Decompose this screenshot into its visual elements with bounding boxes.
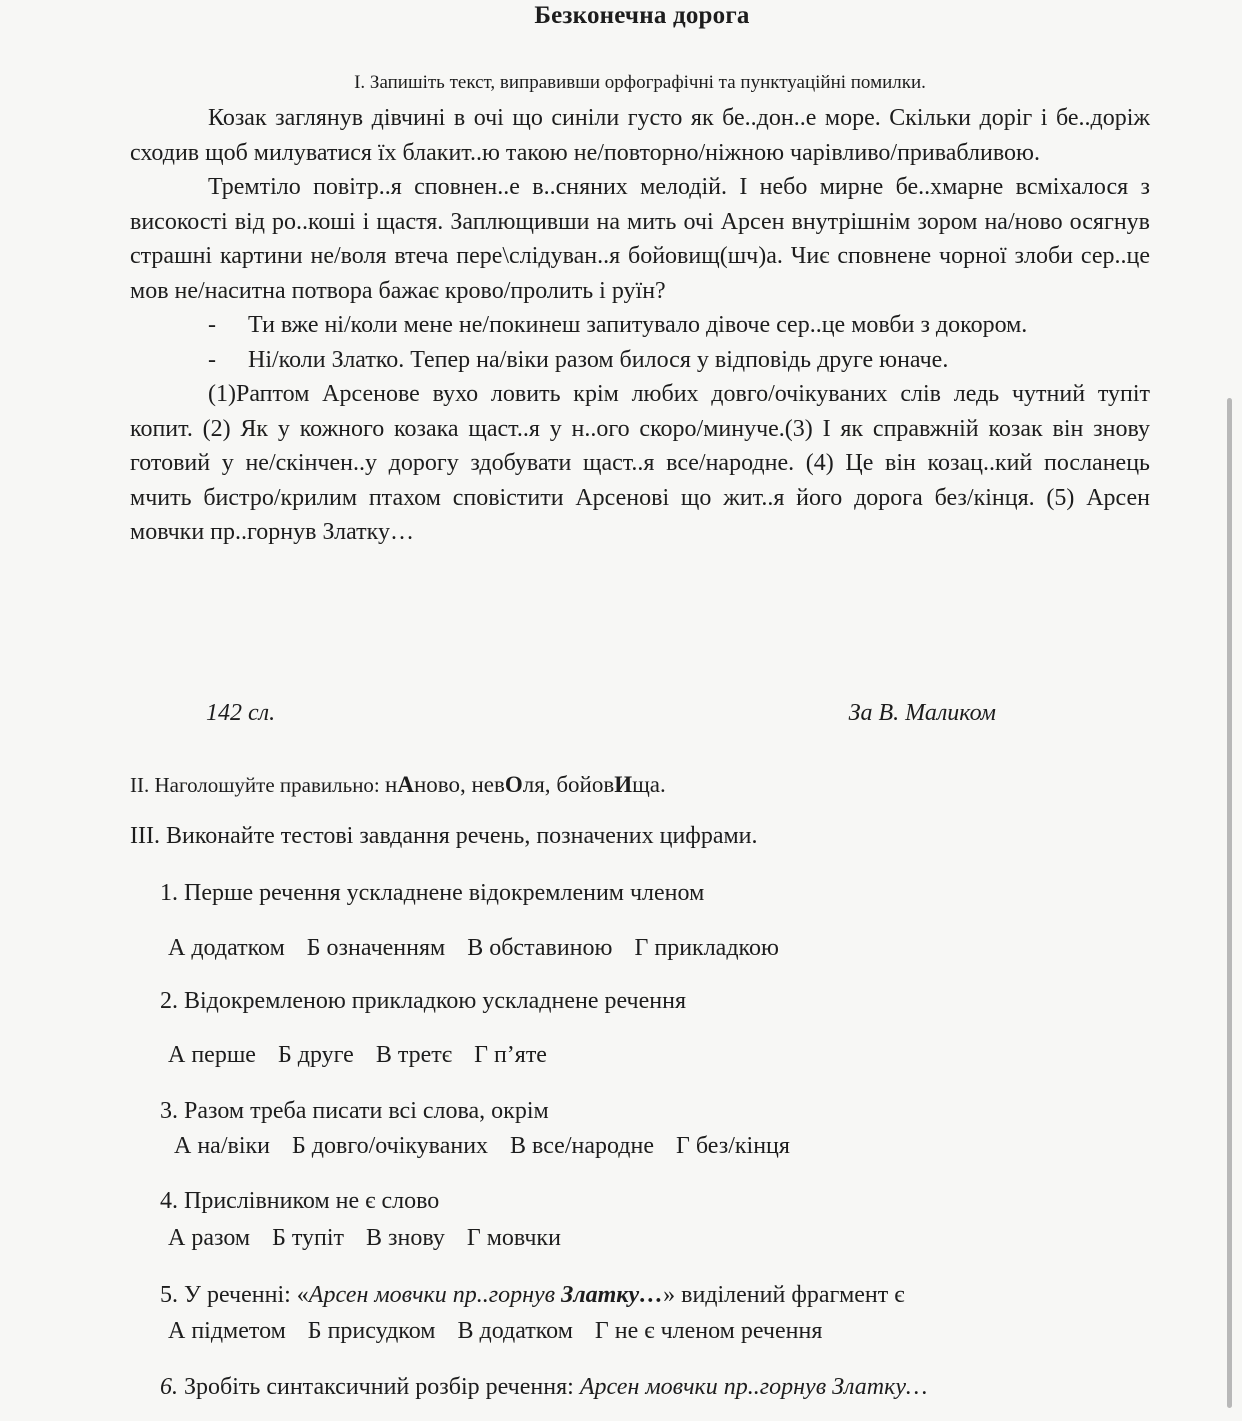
vertical-scrollbar[interactable] — [1227, 398, 1232, 1408]
dialog-line-2 — [208, 343, 1150, 378]
option-a: А на/віки — [174, 1133, 270, 1159]
task2-line — [130, 772, 666, 798]
question-5 — [160, 1282, 905, 1309]
question-6 — [160, 1374, 927, 1401]
option-b: Б присудком — [307, 1318, 436, 1344]
task3-header: ІІІ. Виконайте тестові завдання речень, позначених цифрами. — [130, 823, 758, 849]
option-a: А разом — [168, 1225, 251, 1251]
question-6-number: 6. — [160, 1374, 178, 1400]
word-count: 142 сл. — [206, 700, 276, 726]
dialog-dash: - — [208, 312, 216, 338]
option-d: Г п’яте — [474, 1042, 547, 1068]
question-5-prefix: 5. У реченні: « — [160, 1282, 309, 1308]
author-credit: За В. Маликом — [848, 700, 996, 726]
dialog-line-1 — [208, 308, 1150, 343]
question-1: 1. Перше речення ускладнене відокремленим членом — [160, 880, 705, 906]
stress-letter-2: О — [504, 772, 523, 797]
option-c: В третє — [375, 1042, 453, 1068]
dictation-text — [130, 101, 1150, 550]
stress-word-1a: н — [385, 772, 398, 797]
question-5-options — [168, 1318, 844, 1345]
option-d: Г без/кінця — [676, 1133, 790, 1159]
question-5-quote: Арсен мовчки пр..горнув — [308, 1282, 562, 1308]
dialog-text-2: Ні/коли Златко. Тепер на/віки разом билося у відповідь друге юначе. — [248, 346, 949, 373]
option-c: В все/народне — [510, 1133, 655, 1159]
question-1-options — [168, 935, 801, 962]
paragraph-2: Тремтіло повітр..я сповнен..е в..сняних мелодій. І небо мирне бе..хмарне всміхалося з високості від ро..коші і щастя. Заплющивши на мить очі Арсен внутрішнім зором на/ново осягнув страшні картини не/воля втеча пере\слідуван..я бойовищ(шч)а. Чиє сповнене чорної злоби сер..це мов не/наситна потвора бажає крово/пролить і руїн? — [130, 174, 1150, 304]
option-d: Г не є членом речення — [594, 1318, 823, 1344]
stress-letter-3: И — [614, 772, 633, 797]
question-6-text: Зробіть синтаксичний розбір речення: — [178, 1374, 580, 1400]
option-d: Г мовчки — [466, 1225, 561, 1251]
page-title: Безконечна дорога — [534, 2, 750, 29]
question-4: 4. Прислівником не є слово — [160, 1188, 440, 1214]
question-3-options — [174, 1133, 812, 1160]
question-6-sentence: Арсен мовчки пр..горнув Златку… — [579, 1374, 928, 1400]
question-4-options — [168, 1225, 583, 1252]
stress-word-3c: ща. — [632, 772, 666, 797]
dialog-text-1: Ти вже ні/коли мене не/покинеш запитувало дівоче сер..це мовби з докором. — [248, 312, 1028, 338]
task1-header: І. Запишіть текст, виправивши орфографічні та пунктуаційні помилки. — [354, 72, 926, 93]
question-3: 3. Разом треба писати всі слова, окрім — [160, 1098, 549, 1124]
paragraph-1: Козак заглянув дівчині в очі що синіли густо як бе..дон..е море. Скільки доріг і бе..доріж сходив щоб милуватися їх блакит..ю такою не/повторно/ніжною чарівливо/привабливою. — [130, 105, 1150, 166]
paragraph-3: (1)Раптом Арсенове вухо ловить крім любих довго/очікуваних слів ледь чутний тупіт копит. (2) Як у кожного козака щаст..я у н..ого скоро/минуче.(3) І як справжній козак він знову готовий у не/скінчен..у дорогу здобувати щаст..я все/народне. (4) Це він козац..кий посланець мчить бистро/крилим птахом сповістити Арсенові що жит..я його дорога без/кінця. (5) Арсен мовчки пр..горнув Златку… — [130, 381, 1150, 545]
option-a: А підметом — [168, 1318, 286, 1344]
option-c: В знову — [366, 1225, 445, 1251]
option-b: Б довго/очікуваних — [292, 1133, 489, 1159]
stress-word-2a: нев — [471, 772, 505, 797]
option-b: Б тупіт — [272, 1225, 345, 1251]
option-c: В додатком — [457, 1318, 573, 1344]
option-c: В обставиною — [467, 935, 613, 961]
dialog-dash: - — [208, 346, 216, 373]
stress-word-2c: ля, — [522, 772, 557, 797]
option-d: Г прикладкою — [634, 935, 779, 961]
question-2: 2. Відокремленою прикладкою ускладнене речення — [160, 988, 686, 1014]
option-b: Б друге — [277, 1042, 354, 1068]
stress-letter-1: А — [397, 772, 414, 797]
stress-word-3a: бойов — [556, 772, 615, 797]
text-footer — [206, 700, 996, 727]
question-5-suffix: » виділений фрагмент є — [663, 1282, 905, 1308]
option-a: А перше — [168, 1042, 256, 1068]
question-5-highlighted-fragment: Златку… — [561, 1282, 664, 1308]
option-a: А додатком — [168, 935, 285, 961]
option-b: Б означенням — [306, 935, 446, 961]
stress-word-1c: ново, — [413, 772, 472, 797]
task2-prefix: ІІ. Наголошуйте правильно: — [130, 773, 386, 797]
question-2-options — [168, 1042, 569, 1069]
